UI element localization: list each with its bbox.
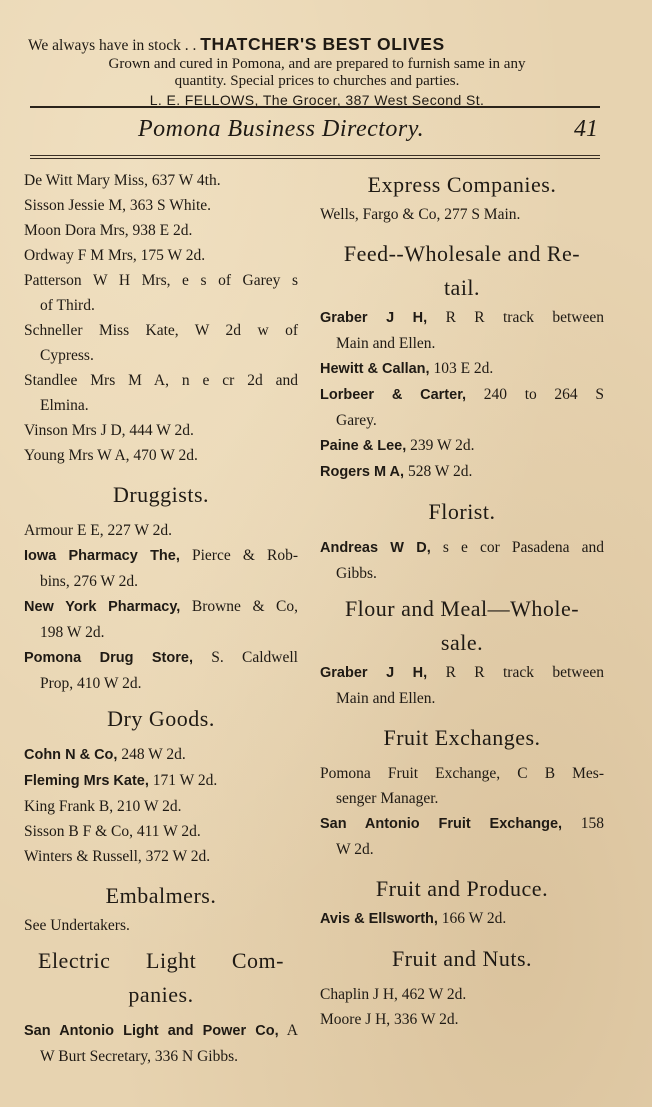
- ad-line-2: Grown and cured in Pomona, and are prepared to furnish same in any: [108, 56, 526, 72]
- entry-continuation: Prop, 410 W 2d.: [40, 675, 142, 692]
- page-number: 41: [574, 116, 598, 142]
- heading-line-2: sale.: [440, 630, 484, 655]
- list-item: [320, 459, 604, 485]
- entry-text: Schneller Miss Kate, W 2d w of: [24, 322, 298, 339]
- list-item: [24, 418, 298, 443]
- list-item: [320, 535, 604, 586]
- section-heading-dry-goods: Dry Goods.: [107, 706, 215, 731]
- entry-text: R R track between: [427, 309, 605, 326]
- entry-text: Young Mrs W A, 470 W 2d.: [24, 447, 198, 464]
- entry-text: Moon Dora Mrs, 938 E 2d.: [24, 222, 193, 239]
- entry-text: Armour E E, 227 W 2d.: [24, 522, 172, 539]
- business-name: Lorbeer & Carter,: [320, 387, 467, 403]
- entry-text: 171 W 2d.: [148, 772, 218, 789]
- list-item: Chaplin J H, 462 W 2d.: [320, 986, 467, 1003]
- section-heading-fruit-nuts: Fruit and Nuts.: [391, 946, 533, 971]
- running-title: Pomona Business Directory.: [138, 116, 425, 142]
- list-item: Wells, Fargo & Co, 277 S Main.: [320, 206, 521, 223]
- entry-text: De Witt Mary Miss, 637 W 4th.: [24, 172, 221, 189]
- entry-continuation: Elmina.: [40, 397, 89, 414]
- ad-line-3: quantity. Special prices to churches and parties.: [174, 73, 460, 89]
- list-item: [24, 844, 298, 869]
- business-name: New York Pharmacy,: [24, 599, 181, 615]
- business-name: Andreas W D,: [320, 540, 431, 556]
- section-heading-fruit-produce: Fruit and Produce.: [375, 876, 549, 901]
- section-heading-electric-light: [24, 944, 298, 1012]
- business-name: Graber J H,: [320, 310, 428, 326]
- entry-text: Pomona Fruit Exchange, C B Mes-: [320, 765, 604, 782]
- entry-continuation: Gibbs.: [336, 565, 377, 582]
- entry-continuation: Cypress.: [40, 347, 94, 364]
- entry-text: Pierce & Rob-: [179, 547, 298, 564]
- list-item: [320, 811, 604, 862]
- list-item: [320, 433, 604, 459]
- entry-text: Standlee Mrs M A, n e cr 2d and: [24, 372, 298, 389]
- entry-text: Sisson B F & Co, 411 W 2d.: [24, 823, 201, 840]
- entry-text: R R track between: [427, 664, 605, 681]
- list-item: [24, 193, 298, 218]
- business-name: Hewitt & Callan,: [320, 361, 430, 377]
- list-item: [24, 268, 298, 318]
- entry-continuation: 198 W 2d.: [40, 624, 105, 641]
- list-item: [24, 168, 298, 193]
- business-name: Graber J H,: [320, 665, 428, 681]
- list-item: [24, 318, 298, 368]
- business-name: San Antonio Fruit Exchange,: [320, 816, 563, 832]
- ad-product-name: THATCHER'S BEST OLIVES: [200, 34, 445, 54]
- entry-text: 528 W 2d.: [404, 463, 473, 480]
- list-item: [24, 518, 298, 543]
- cross-reference: See Undertakers.: [24, 917, 130, 934]
- head-rule: [30, 155, 600, 156]
- heading-line-1: Electric Light Com-: [38, 948, 284, 973]
- entry-text: 248 W 2d.: [117, 746, 186, 763]
- list-item: [24, 794, 298, 819]
- list-item: [24, 218, 298, 243]
- section-heading-florist: Florist.: [428, 499, 496, 524]
- list-item: Moore J H, 336 W 2d.: [320, 1011, 459, 1028]
- list-item: [24, 819, 298, 844]
- entry-text: 166 W 2d.: [437, 910, 507, 927]
- list-item: [24, 594, 298, 645]
- heading-line-2: panies.: [128, 982, 194, 1007]
- entry-text: 240 to 264 S: [466, 386, 604, 403]
- ad-advertiser: L. E. FELLOWS, The Grocer, 387 West Second St.: [149, 92, 485, 108]
- business-name: Cohn N & Co,: [24, 747, 118, 763]
- entry-text: Sisson Jessie M, 363 S White.: [24, 197, 212, 214]
- entry-text: 239 W 2d.: [406, 437, 475, 454]
- head-rule-2: [30, 158, 600, 159]
- entry-text: A: [278, 1022, 298, 1039]
- list-item: [320, 660, 604, 711]
- business-name: Iowa Pharmacy The,: [24, 548, 180, 564]
- heading-line-2: tail.: [443, 275, 481, 300]
- business-name: Avis & Ellsworth,: [320, 911, 438, 927]
- section-heading-flour-meal: [320, 592, 604, 660]
- list-item: [24, 645, 298, 696]
- entry-continuation: bins, 276 W 2d.: [40, 573, 139, 590]
- heading-line-1: Feed--Wholesale and Re-: [343, 241, 581, 266]
- heading-line-1: Flour and Meal—Whole-: [344, 596, 580, 621]
- list-item: [320, 305, 604, 356]
- entry-text: Patterson W H Mrs, e s of Garey s: [24, 272, 298, 289]
- running-head: [30, 114, 600, 150]
- entry-text: Vinson Mrs J D, 444 W 2d.: [24, 422, 194, 439]
- entry-continuation: Main and Ellen.: [336, 335, 436, 352]
- list-item: [24, 768, 298, 794]
- list-item: [320, 356, 604, 382]
- business-name: Pomona Drug Store,: [24, 650, 193, 666]
- entry-text: s e cor Pasadena and: [430, 539, 605, 556]
- section-heading-embalmers: Embalmers.: [105, 883, 217, 908]
- section-heading-express: Express Companies.: [367, 172, 557, 197]
- section-heading-druggists: Druggists.: [112, 482, 210, 507]
- right-column: [320, 168, 604, 1032]
- entry-continuation: senger Manager.: [336, 790, 439, 807]
- entry-text: 158: [562, 815, 605, 832]
- section-heading-feed: [320, 237, 604, 305]
- list-item: [24, 1018, 298, 1069]
- ad-intro-text: We always have in stock . .: [28, 37, 197, 54]
- left-column: [24, 168, 298, 1069]
- entry-continuation: of Third.: [40, 297, 95, 314]
- list-item: [24, 742, 298, 768]
- advertisement: [28, 34, 606, 110]
- list-item: [24, 543, 298, 594]
- business-name: Fleming Mrs Kate,: [24, 773, 149, 789]
- entry-text: King Frank B, 210 W 2d.: [24, 798, 182, 815]
- list-item: [24, 368, 298, 418]
- list-item: [320, 906, 604, 932]
- list-item: [320, 761, 604, 811]
- entry-text: Browne & Co,: [180, 598, 299, 615]
- section-heading-fruit-exchanges: Fruit Exchanges.: [383, 725, 541, 750]
- entry-text: Ordway F M Mrs, 175 W 2d.: [24, 247, 206, 264]
- list-item: [320, 382, 604, 433]
- business-name: Paine & Lee,: [320, 438, 407, 454]
- entry-text: Winters & Russell, 372 W 2d.: [24, 848, 211, 865]
- ad-line-1: [28, 34, 606, 56]
- list-item: [24, 243, 298, 268]
- ad-divider: [30, 106, 600, 108]
- entry-continuation: Main and Ellen.: [336, 690, 436, 707]
- entry-text: S. Caldwell: [192, 649, 298, 666]
- business-name: San Antonio Light and Power Co,: [24, 1023, 279, 1039]
- entry-text: 103 E 2d.: [429, 360, 494, 377]
- business-name: Rogers M A,: [320, 464, 405, 480]
- entry-continuation: Garey.: [336, 412, 377, 429]
- entry-continuation: W Burt Secretary, 336 N Gibbs.: [40, 1048, 239, 1065]
- entry-continuation: W 2d.: [336, 841, 374, 858]
- list-item: [24, 443, 298, 468]
